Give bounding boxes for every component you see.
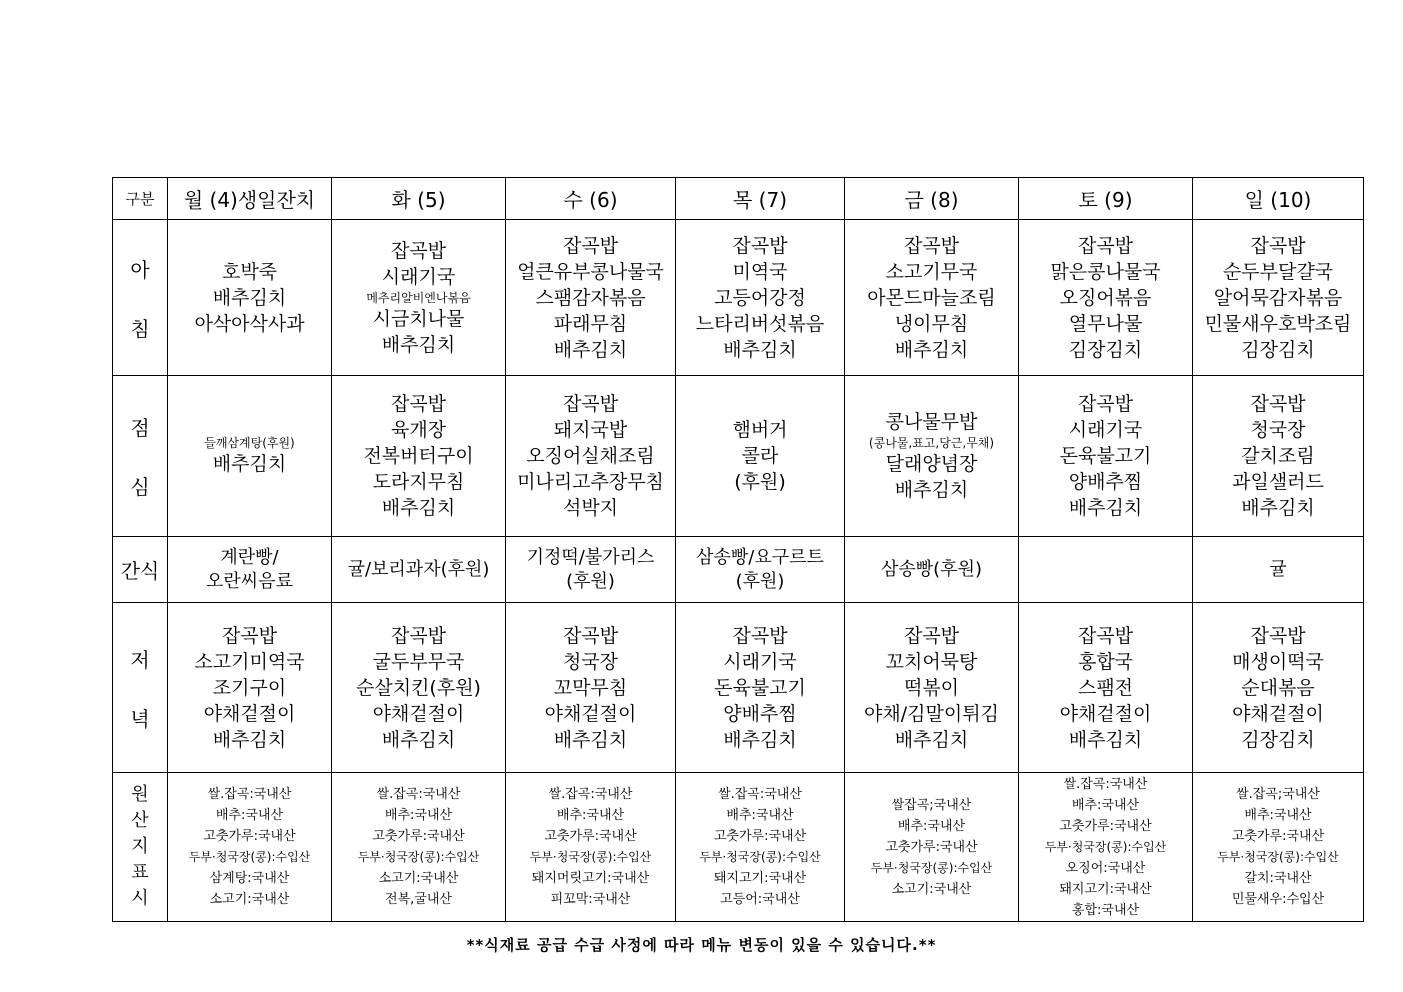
menu-item: 돼지국밥 bbox=[553, 419, 628, 441]
origin-item: 민물새우:수입산 bbox=[1231, 892, 1325, 907]
menu-item: 잡곡밥 bbox=[903, 624, 960, 647]
menu-item: 미나리고추장무침 bbox=[517, 471, 664, 493]
menu-item: 야채/김말이튀김 bbox=[864, 702, 999, 725]
menu-item: 김장김치 bbox=[1241, 728, 1315, 751]
menu-item: 고등어강정 bbox=[714, 286, 806, 309]
menu-item: 과일샐러드 bbox=[1232, 471, 1324, 493]
breakfast-cell bbox=[1193, 220, 1364, 376]
menu-item: 잡곡밥 bbox=[390, 239, 447, 262]
breakfast-cell bbox=[332, 220, 506, 376]
menu-item: 시금치나물 bbox=[372, 307, 465, 330]
origin-item: 홍합:국내산 bbox=[1071, 902, 1140, 918]
snack-item: 계란빵/ bbox=[220, 546, 279, 568]
menu-item: 느타리버섯볶음 bbox=[695, 312, 825, 335]
origin-item: 돼지머릿고기:국내산 bbox=[531, 871, 650, 886]
snack-item: 기정떡/불가리스 bbox=[526, 546, 655, 568]
menu-item: 야채겉절이 bbox=[1232, 702, 1324, 725]
dinner-label bbox=[113, 603, 168, 773]
menu-item: 스팸전 bbox=[1077, 676, 1134, 699]
menu-item: 갈치조림 bbox=[1241, 445, 1315, 467]
origin-item: 쌀.잡곡;국내산 bbox=[1236, 787, 1320, 802]
menu-item: 양배추찜 bbox=[1068, 471, 1143, 493]
menu-item: 도라지무침 bbox=[372, 471, 465, 493]
lunch-row bbox=[113, 376, 1364, 537]
menu-item: 배추김치 bbox=[1068, 497, 1143, 519]
menu-item: (후원) bbox=[734, 471, 786, 493]
menu-item: 배추김치 bbox=[894, 479, 969, 501]
origin-item: 두부·청국장(콩):수입산 bbox=[529, 850, 652, 864]
menu-item: 잡곡밥 bbox=[1077, 234, 1134, 257]
menu-item: 배추김치 bbox=[381, 333, 456, 356]
menu-item: 잡곡밥 bbox=[1077, 393, 1134, 415]
lunch-cell bbox=[676, 376, 845, 537]
menu-item: 꼬치어묵탕 bbox=[885, 650, 978, 673]
menu-item: 배추김치 bbox=[1068, 728, 1143, 751]
menu-item: 배추김치 bbox=[553, 338, 628, 361]
origin-item: 오징어:국내산 bbox=[1065, 860, 1146, 876]
menu-item: 순두부달걀국 bbox=[1222, 260, 1334, 283]
weekly-menu-table bbox=[112, 177, 1364, 922]
menu-item: 맑은콩나물국 bbox=[1050, 260, 1161, 283]
menu-item: 떡볶이 bbox=[903, 676, 960, 699]
lunch-cell bbox=[845, 376, 1019, 537]
origin-item: 두부·청국장(콩):수입산 bbox=[1217, 850, 1339, 864]
origin-cell bbox=[1193, 773, 1364, 922]
origin-item: 고춧가루:국내산 bbox=[1059, 818, 1152, 834]
menu-item: 돈육불고기 bbox=[1059, 445, 1152, 467]
menu-item: 냉이무침 bbox=[894, 312, 969, 335]
snack-item: 귤/보리과자(후원) bbox=[347, 558, 490, 580]
menu-item: 배추김치 bbox=[381, 497, 456, 519]
origin-item: 고춧가루:국내산 bbox=[713, 829, 807, 844]
dinner-cell bbox=[332, 603, 506, 773]
breakfast-label-char: 침 bbox=[130, 316, 150, 341]
origin-item: 피꼬막:국내산 bbox=[550, 892, 631, 907]
breakfast-cell bbox=[845, 220, 1019, 376]
breakfast-cell bbox=[506, 220, 676, 376]
dinner-cell bbox=[506, 603, 676, 773]
menu-change-notice: **식재료 공급 수급 사정에 따라 메뉴 변동이 있을 수 있습니다.** bbox=[466, 936, 937, 954]
menu-item: 소고기무국 bbox=[885, 260, 978, 283]
snack-item: (후원) bbox=[566, 570, 615, 592]
origin-item: 두부·청국장(콩):수입산 bbox=[699, 850, 821, 864]
lunch-cell bbox=[1193, 376, 1364, 537]
menu-item: 아몬드마늘조림 bbox=[867, 286, 996, 309]
menu-item: 아삭아삭사과 bbox=[194, 312, 305, 335]
origin-item: 소고기:국내산 bbox=[209, 892, 290, 907]
menu-item: 김장김치 bbox=[1068, 338, 1143, 361]
origin-cell bbox=[845, 773, 1019, 922]
day-header-mon: 월 (4)생일잔치 bbox=[168, 178, 332, 220]
menu-item: 배추김치 bbox=[553, 728, 628, 751]
menu-item: 콜라 bbox=[741, 445, 779, 467]
menu-item: 석박지 bbox=[562, 497, 619, 519]
menu-item: 잡곡밥 bbox=[562, 393, 619, 415]
snack-item: (후원) bbox=[735, 570, 785, 592]
menu-item: 시래기국 bbox=[381, 265, 456, 288]
origin-item: 삼계탕:국내산 bbox=[209, 871, 290, 886]
menu-item: 잡곡밥 bbox=[562, 234, 619, 257]
day-header-sun: 일 (10) bbox=[1193, 178, 1364, 220]
menu-item: 얼큰유부콩나물국 bbox=[517, 260, 664, 283]
origin-item: 쌀잡곡;국내산 bbox=[891, 797, 972, 813]
snack-row bbox=[113, 537, 1364, 603]
menu-item: 배추김치 bbox=[212, 453, 287, 475]
snack-label: 간식 bbox=[113, 537, 168, 603]
origin-label-char: 표 bbox=[131, 862, 149, 883]
origin-item: 두부·청국장(콩):수입산 bbox=[188, 850, 311, 864]
origin-item: 배추:국내산 bbox=[556, 808, 625, 823]
menu-item: 굴두부무국 bbox=[372, 650, 465, 673]
menu-item: 파래무침 bbox=[553, 312, 628, 335]
menu-item: 미역국 bbox=[732, 260, 788, 283]
origin-item: 고춧가루:국내산 bbox=[544, 829, 637, 844]
origin-item: 배추:국내산 bbox=[1244, 808, 1312, 823]
menu-item: 오징어실채조림 bbox=[526, 445, 655, 467]
breakfast-cell bbox=[1019, 220, 1193, 376]
menu-item: 메추리알비엔나볶음 bbox=[366, 290, 471, 305]
dinner-label-char: 저 bbox=[130, 647, 150, 672]
origin-item: 두부·청국장(콩):수입산 bbox=[357, 850, 480, 864]
menu-item: 오징어볶음 bbox=[1059, 286, 1152, 309]
origin-cell bbox=[676, 773, 845, 922]
origin-item: 고춧가루:국내산 bbox=[1231, 829, 1325, 844]
menu-item: 돈육불고기 bbox=[714, 676, 806, 699]
menu-item: 배추김치 bbox=[723, 728, 797, 751]
menu-item: 열무나물 bbox=[1068, 312, 1143, 335]
day-header-fri: 금 (8) bbox=[845, 178, 1019, 220]
menu-item: 배추김치 bbox=[381, 728, 456, 751]
menu-item: 시래기국 bbox=[723, 650, 797, 673]
origin-item: 쌀.잡곡:국내산 bbox=[376, 787, 461, 802]
breakfast-cell bbox=[168, 220, 332, 376]
origin-item: 돼지고기:국내산 bbox=[1059, 881, 1152, 897]
menu-item: 소고기미역국 bbox=[194, 650, 305, 673]
menu-item: 콩나물무밥 bbox=[885, 411, 978, 433]
menu-item: 매생이떡국 bbox=[1232, 650, 1324, 673]
menu-item: 꼬막무침 bbox=[553, 676, 628, 699]
menu-item: 햄버거 bbox=[732, 419, 788, 441]
snack-item: 귤 bbox=[1269, 558, 1287, 580]
origin-item: 배추:국내산 bbox=[897, 818, 966, 834]
origin-cell bbox=[332, 773, 506, 922]
menu-item: 육개장 bbox=[390, 419, 447, 441]
menu-item: 야채겉절이 bbox=[203, 702, 296, 725]
menu-item: 민물새우호박조림 bbox=[1204, 312, 1352, 335]
day-header-sat: 토 (9) bbox=[1019, 178, 1193, 220]
origin-item: 고춧가루:국내산 bbox=[885, 839, 978, 855]
menu-item: 잡곡밥 bbox=[732, 234, 788, 257]
menu-item: 야채겉절이 bbox=[544, 702, 637, 725]
snack-item: 삼송빵/요구르트 bbox=[696, 546, 824, 568]
menu-item: 잡곡밥 bbox=[390, 624, 447, 647]
menu-item: 김장김치 bbox=[1241, 338, 1315, 361]
origin-item: 쌀.잡곡:국내산 bbox=[548, 787, 633, 802]
snack-cell bbox=[332, 537, 506, 603]
menu-item: 잡곡밥 bbox=[1250, 234, 1306, 257]
header-row bbox=[113, 178, 1364, 220]
lunch-cell bbox=[332, 376, 506, 537]
origin-item: 배추:국내산 bbox=[384, 808, 453, 823]
dinner-cell bbox=[1019, 603, 1193, 773]
lunch-label-char: 심 bbox=[130, 475, 150, 499]
menu-item: 야채겉절이 bbox=[1059, 702, 1152, 725]
origin-label bbox=[113, 773, 168, 922]
menu-item: 야채겉절이 bbox=[372, 702, 465, 725]
menu-item: 알어묵감자볶음 bbox=[1213, 286, 1343, 309]
snack-cell bbox=[845, 537, 1019, 603]
origin-item: 쌀.잡곡:국내산 bbox=[207, 787, 292, 802]
origin-label-char: 원 bbox=[131, 784, 149, 805]
snack-cell bbox=[168, 537, 332, 603]
origin-label-char: 지 bbox=[131, 836, 149, 857]
day-header-tue: 화 (5) bbox=[332, 178, 506, 220]
origin-item: 소고기:국내산 bbox=[378, 871, 459, 886]
menu-item: 배추김치 bbox=[212, 728, 287, 751]
menu-item: 배추김치 bbox=[894, 728, 969, 751]
snack-cell bbox=[1193, 537, 1364, 603]
menu-item: 잡곡밥 bbox=[562, 624, 619, 647]
menu-item: (콩나물,표고,당근,무채) bbox=[868, 436, 995, 450]
lunch-label-char: 점 bbox=[130, 416, 150, 440]
menu-item: 잡곡밥 bbox=[903, 234, 960, 257]
origin-label-char: 시 bbox=[131, 888, 149, 909]
origin-item: 배추:국내산 bbox=[215, 808, 284, 823]
origin-item: 돼지고기:국내산 bbox=[713, 871, 807, 886]
origin-item: 배추:국내산 bbox=[1071, 797, 1140, 813]
menu-item: 배추김치 bbox=[723, 338, 797, 361]
origin-row bbox=[113, 773, 1364, 922]
menu-item: 달래양념장 bbox=[885, 453, 978, 475]
origin-item: 고춧가루:국내산 bbox=[203, 829, 296, 844]
origin-item: 고춧가루:국내산 bbox=[372, 829, 465, 844]
menu-item: 순살치킨(후원) bbox=[356, 676, 481, 699]
breakfast-cell bbox=[676, 220, 845, 376]
origin-label-char: 산 bbox=[131, 810, 149, 831]
origin-item: 고등어:국내산 bbox=[720, 892, 800, 907]
snack-item: 오란씨음료 bbox=[206, 570, 293, 592]
origin-item: 두부·청국장(콩):수입산 bbox=[1044, 839, 1167, 854]
origin-cell bbox=[1019, 773, 1193, 922]
origin-item: 갈치:국내산 bbox=[1244, 871, 1312, 886]
origin-cell bbox=[506, 773, 676, 922]
dinner-row bbox=[113, 603, 1364, 773]
breakfast-label-char: 아 bbox=[130, 257, 150, 282]
menu-item: 스팸감자볶음 bbox=[535, 286, 646, 309]
menu-item: 잡곡밥 bbox=[221, 624, 278, 647]
dinner-cell bbox=[1193, 603, 1364, 773]
snack-cell bbox=[506, 537, 676, 603]
origin-cell bbox=[168, 773, 332, 922]
origin-item: 쌀.잡곡:국내산 bbox=[718, 787, 802, 802]
dinner-cell bbox=[676, 603, 845, 773]
breakfast-label bbox=[113, 220, 168, 376]
day-header-wed: 수 (6) bbox=[506, 178, 676, 220]
day-header-thu: 목 (7) bbox=[676, 178, 845, 220]
menu-item: 잡곡밥 bbox=[1077, 624, 1134, 647]
snack-cell bbox=[676, 537, 845, 603]
menu-item: 호박죽 bbox=[221, 260, 278, 283]
menu-item: 배추김치 bbox=[894, 338, 969, 361]
menu-item: 시래기국 bbox=[1068, 419, 1143, 441]
menu-item: 청국장 bbox=[562, 650, 619, 673]
lunch-label bbox=[113, 376, 168, 537]
snack-item: 삼송빵(후원) bbox=[881, 558, 982, 580]
snack-cell bbox=[1019, 537, 1193, 603]
dinner-cell bbox=[845, 603, 1019, 773]
lunch-cell bbox=[506, 376, 676, 537]
menu-item: 조기구이 bbox=[212, 676, 287, 699]
menu-item: 양배추찜 bbox=[723, 702, 797, 725]
header-corner: 구분 bbox=[113, 178, 168, 220]
menu-item: 잡곡밥 bbox=[732, 624, 788, 647]
lunch-cell bbox=[168, 376, 332, 537]
dinner-cell bbox=[168, 603, 332, 773]
lunch-cell bbox=[1019, 376, 1193, 537]
menu-item: 잡곡밥 bbox=[1250, 624, 1306, 647]
menu-item: 홍합국 bbox=[1077, 650, 1134, 673]
origin-item: 쌀.잡곡:국내산 bbox=[1063, 776, 1148, 792]
menu-item: 순대볶음 bbox=[1241, 676, 1315, 699]
origin-item: 소고기:국내산 bbox=[891, 881, 972, 897]
menu-item: 잡곡밥 bbox=[390, 393, 447, 415]
dinner-label-char: 녁 bbox=[130, 706, 150, 731]
menu-item: 들깨삼계탕(후원) bbox=[204, 436, 295, 450]
origin-item: 배추:국내산 bbox=[726, 808, 794, 823]
menu-item: 배추김치 bbox=[1241, 497, 1315, 519]
menu-item: 청국장 bbox=[1250, 419, 1306, 441]
origin-item: 두부·청국장(콩):수입산 bbox=[870, 860, 993, 875]
menu-item: 배추김치 bbox=[212, 286, 287, 309]
menu-item: 잡곡밥 bbox=[1250, 393, 1306, 415]
breakfast-row bbox=[113, 220, 1364, 376]
menu-item: 전복버터구이 bbox=[363, 445, 474, 467]
origin-item: 전복,굴내산 bbox=[385, 892, 452, 907]
